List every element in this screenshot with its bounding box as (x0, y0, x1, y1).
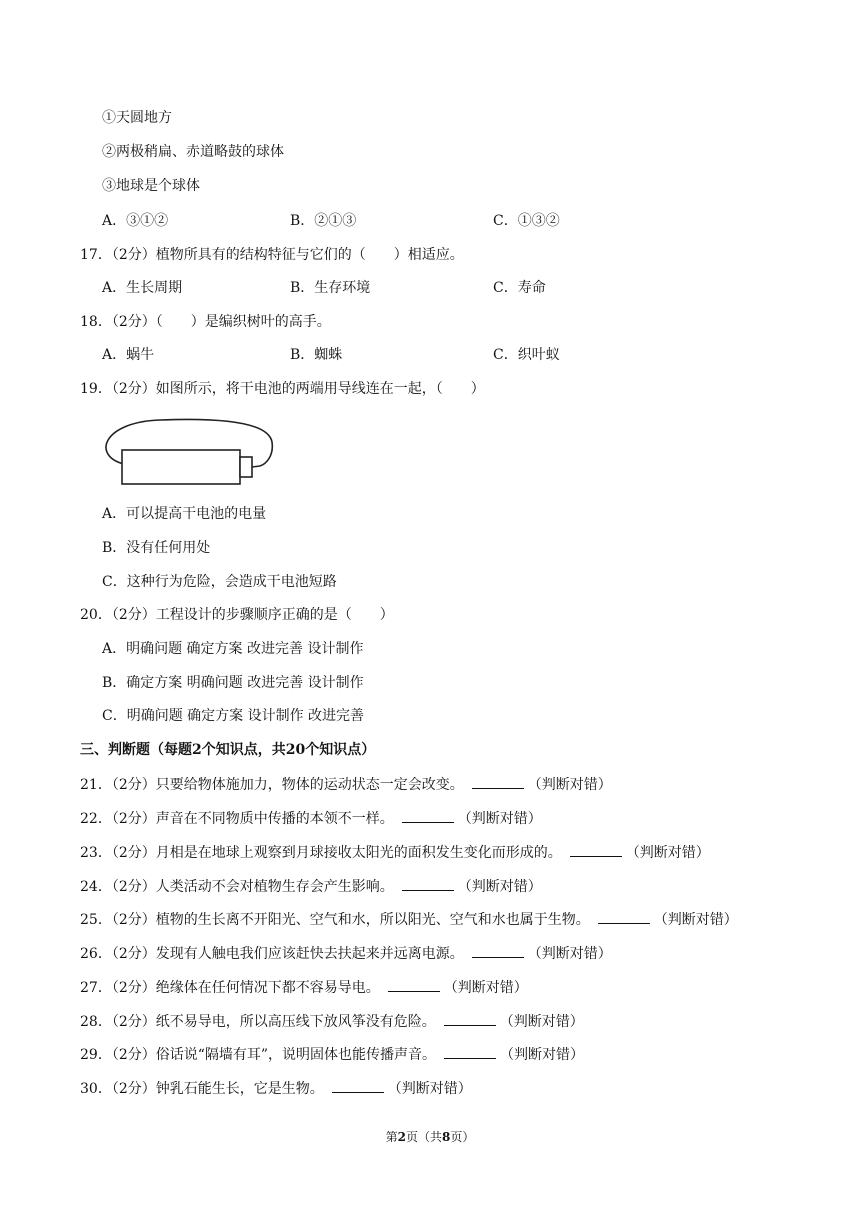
judgement-text: 29．（2分）俗话说“隔墙有耳”，说明固体也能传播声音。 (80, 1047, 437, 1063)
answer-blank[interactable] (388, 977, 440, 992)
judgement-25 (80, 909, 738, 930)
q19-stem: 19．（2分）如图所示，将干电池的两端用导线连在一起，（ ） (80, 381, 485, 397)
answer-blank[interactable] (444, 1011, 496, 1026)
q20-option-c: C．明确问题 确定方案 设计制作 改进完善 (102, 708, 365, 724)
judgement-suffix: （判断对错） (527, 946, 612, 962)
answer-blank[interactable] (472, 774, 524, 789)
judgement-22 (80, 808, 542, 829)
answer-blank[interactable] (472, 943, 524, 958)
judgement-suffix: （判断对错） (625, 845, 710, 861)
section-3-heading: 三、判断题（每题2个知识点，共20个知识点） (80, 742, 376, 758)
answer-blank[interactable] (598, 909, 650, 924)
q18-option-c: C．织叶蚁 (493, 347, 560, 363)
judgement-29 (80, 1044, 584, 1065)
q17-option-a: A．生长周期 (102, 280, 183, 296)
judgement-text: 25．（2分）植物的生长离不开阳光、空气和水，所以阳光、空气和水也属于生物。 (80, 912, 590, 928)
judgement-text: 23．（2分）月相是在地球上观察到月球接收太阳光的面积发生变化而形成的。 (80, 845, 562, 861)
battery-body (122, 450, 240, 484)
footer-suffix: 页） (450, 1130, 475, 1144)
judgement-suffix: （判断对错） (527, 777, 612, 793)
judgement-27 (80, 977, 528, 998)
judgement-suffix: （判断对错） (457, 811, 542, 827)
battery-short-circuit-figure (100, 412, 280, 492)
judgement-28 (80, 1011, 584, 1032)
q16-item-3: ③地球是个球体 (102, 178, 200, 194)
judgement-suffix: （判断对错） (500, 1047, 585, 1063)
answer-blank[interactable] (570, 842, 622, 857)
battery-terminal (240, 457, 252, 477)
footer-middle: 页（共 (405, 1130, 442, 1144)
q18-option-b: B．蜘蛛 (290, 347, 343, 363)
wire-end (252, 466, 260, 467)
q16-option-c: C．①③② (493, 213, 560, 229)
answer-blank[interactable] (332, 1078, 384, 1093)
judgement-23 (80, 842, 710, 863)
q16-option-a: A．③①② (102, 213, 169, 229)
footer-total-pages: 8 (442, 1130, 451, 1144)
judgement-24 (80, 876, 542, 897)
footer-page-number: 2 (397, 1130, 406, 1144)
q18-stem: 18．（2分）（ ）是编织树叶的高手。 (80, 314, 331, 330)
footer-prefix: 第 (385, 1130, 398, 1144)
judgement-text: 27．（2分）绝缘体在任何情况下都不容易导电。 (80, 980, 380, 996)
judgement-text: 30．（2分）钟乳石能生长，它是生物。 (80, 1081, 324, 1097)
judgement-suffix: （判断对错） (499, 1014, 584, 1030)
answer-blank[interactable] (444, 1044, 496, 1059)
q20-option-a: A．明确问题 确定方案 改进完善 设计制作 (102, 641, 364, 657)
q19-option-b: B．没有任何用处 (102, 540, 211, 556)
judgement-suffix: （判断对错） (653, 912, 738, 928)
judgement-suffix: （判断对错） (457, 879, 542, 895)
judgement-26 (80, 943, 612, 964)
q20-option-b: B．确定方案 明确问题 改进完善 设计制作 (102, 675, 364, 691)
judgement-suffix: （判断对错） (387, 1081, 472, 1097)
judgement-21 (80, 774, 612, 795)
judgement-text: 21．（2分）只要给物体施加力，物体的运动状态一定会改变。 (80, 777, 464, 793)
q16-item-2: ②两极稍扁、赤道略鼓的球体 (102, 144, 284, 160)
judgement-suffix: （判断对错） (443, 980, 528, 996)
answer-blank[interactable] (402, 808, 454, 823)
q19-option-c: C．这种行为危险，会造成干电池短路 (102, 574, 337, 590)
judgement-text: 24．（2分）人类活动不会对植物生存会产生影响。 (80, 879, 394, 895)
judgement-text: 26．（2分）发现有人触电我们应该赶快去扶起来并远离电源。 (80, 946, 464, 962)
q19-option-a: A．可以提高干电池的电量 (102, 506, 267, 522)
page-footer (0, 1128, 860, 1145)
judgement-30 (80, 1078, 472, 1099)
judgement-text: 28．（2分）纸不易导电，所以高压线下放风筝没有危险。 (80, 1014, 436, 1030)
q18-option-a: A．蜗牛 (102, 347, 155, 363)
q17-option-c: C．寿命 (493, 280, 546, 296)
q17-stem: 17．（2分）植物所具有的结构特征与它们的（ ）相适应。 (80, 247, 464, 263)
answer-blank[interactable] (402, 876, 454, 891)
judgement-text: 22．（2分）声音在不同物质中传播的本领不一样。 (80, 811, 394, 827)
q16-option-b: B．②①③ (290, 213, 357, 229)
q20-stem: 20．（2分）工程设计的步骤顺序正确的是（ ） (80, 607, 394, 623)
q17-option-b: B．生存环境 (290, 280, 371, 296)
q16-item-1: ①天圆地方 (102, 110, 172, 126)
